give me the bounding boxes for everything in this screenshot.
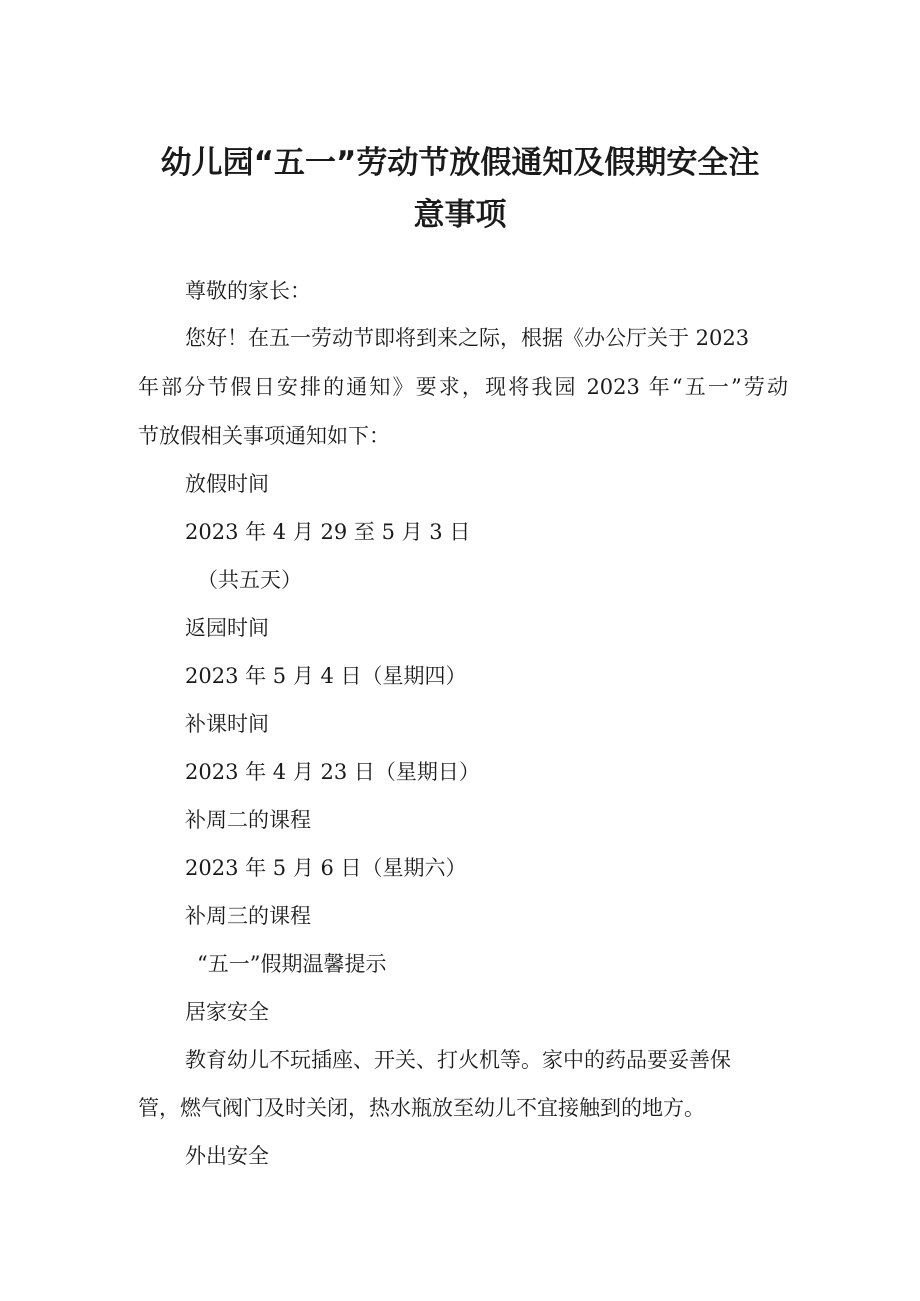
intro-paragraph-line-2 <box>0 372 920 402</box>
document-title-line-2: 意事项 <box>413 197 507 233</box>
holiday-dates: 2023 年 4 月 29 至 5 月 3 日 <box>185 520 471 544</box>
makeup-date-1: 2023 年 4 月 23 日（星期日） <box>185 760 480 784</box>
greeting: 尊敬的家长： <box>185 279 311 303</box>
intro-paragraph-line-3: 节放假相关事项通知如下： <box>138 424 390 448</box>
tips-heading: “五一”假期温馨提示 <box>197 952 387 976</box>
return-date: 2023 年 5 月 4 日（星期四） <box>185 664 467 688</box>
holiday-heading: 放假时间 <box>185 472 269 496</box>
outdoor-safety-heading: 外出安全 <box>185 1144 269 1168</box>
makeup-course-2: 补周三的课程 <box>185 904 311 928</box>
home-safety-line-2: 管，燃气阀门及时关闭，热水瓶放至幼儿不宜接触到的地方。 <box>138 1096 705 1120</box>
intro-paragraph-line-2-text: 年部分节假日安排的通知》要求，现将我园 2023 年“五一”劳动 <box>138 375 788 399</box>
holiday-total: （共五天） <box>197 568 302 592</box>
intro-paragraph-line-1: 您好！在五一劳动节即将到来之际，根据《办公厅关于 2023 <box>185 326 750 350</box>
return-heading: 返园时间 <box>185 616 269 640</box>
home-safety-heading: 居家安全 <box>185 1000 269 1024</box>
document-title-line-1: 幼儿园“五一”劳动节放假通知及假期安全注 <box>160 145 760 181</box>
home-safety-line-1: 教育幼儿不玩插座、开关、打火机等。家中的药品要妥善保 <box>185 1048 731 1072</box>
makeup-heading: 补课时间 <box>185 712 269 736</box>
makeup-course-1: 补周二的课程 <box>185 808 311 832</box>
makeup-date-2: 2023 年 5 月 6 日（星期六） <box>185 856 467 880</box>
